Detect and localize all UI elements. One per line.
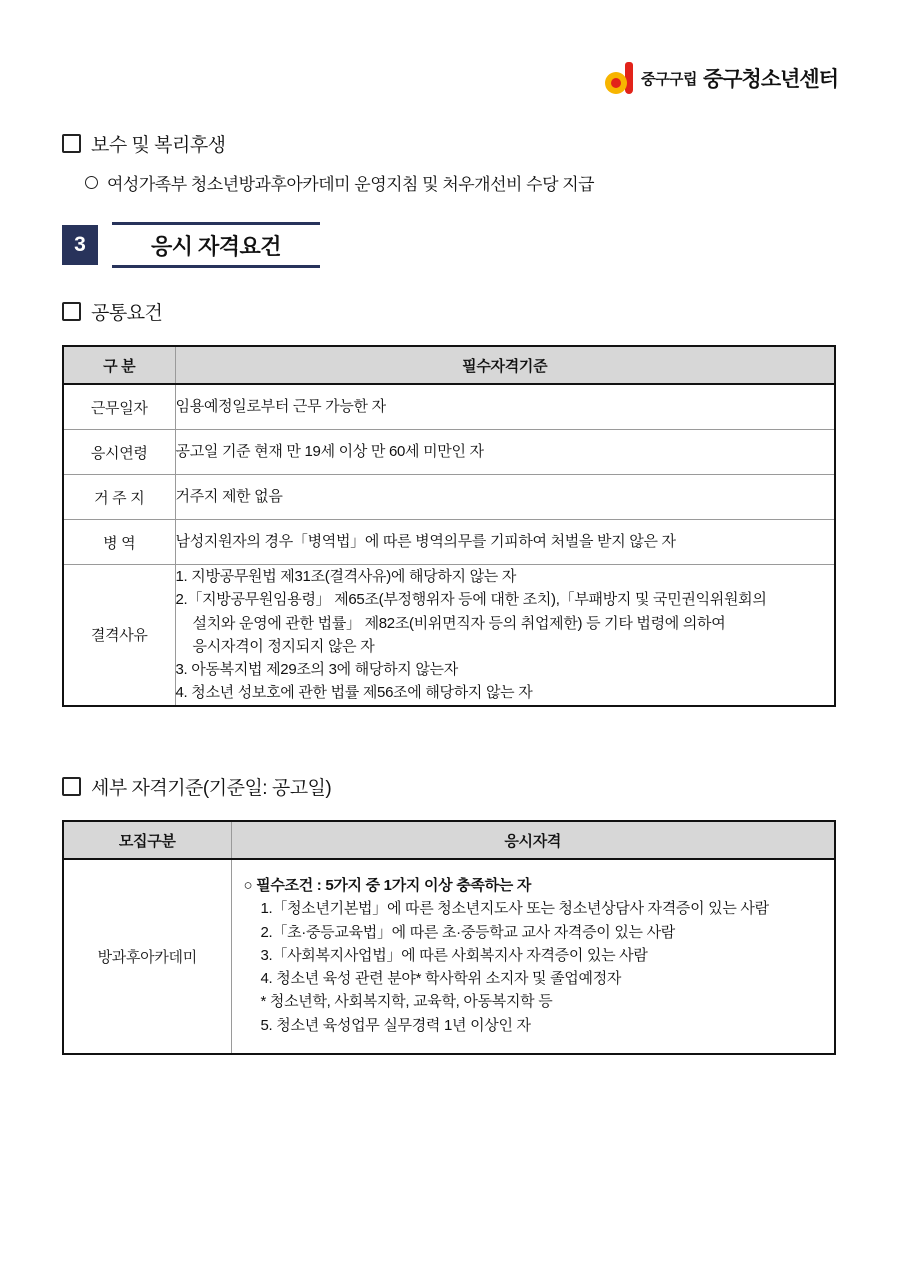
row-value-disqualification <box>175 565 835 706</box>
list-item: 2.「초·중등교육법」에 따른 초·중등학교 교사 자격증이 있는 사람 <box>260 923 675 941</box>
organization-logo <box>605 62 838 94</box>
benefits-block <box>62 130 862 195</box>
table-row <box>63 565 835 706</box>
col-header-eligibility: 응시자격 <box>231 821 835 859</box>
benefits-heading-label: 보수 및 복리후생 <box>91 135 226 156</box>
section-3-banner <box>62 222 900 268</box>
list-item: 1.「청소년기본법」에 따른 청소년지도사 또는 청소년상담사 자격증이 있는 사람 <box>260 900 769 918</box>
list-item: * 청소년학, 사회복지학, 교육학, 아동복지학 등 <box>260 993 553 1011</box>
detail-criteria-table <box>62 820 836 1055</box>
detail-criteria-heading-block <box>62 773 862 800</box>
section-title-label: 응시 자격요건 <box>150 233 282 259</box>
eligibility-lead-line: ○ 필수조건 : 5가지 중 1가지 이상 충족하는 자 <box>243 877 532 894</box>
table-row <box>63 859 835 1054</box>
row-label-age: 응시연령 <box>63 430 175 475</box>
list-item: 1. 지방공무원법 제31조(결격사유)에 해당하지 않는 자 <box>175 568 517 585</box>
logo-main-text: 중구청소년센터 <box>702 68 838 91</box>
table-row <box>63 430 835 475</box>
list-item: 2.「지방공무원임용령」 제65조(부정행위자 등에 대한 조치),「부패방지 및 국민권익위원회의 <box>175 591 767 609</box>
table-row <box>63 384 835 430</box>
table-header-row <box>63 821 835 859</box>
row-value-residence: 거주지 제한 없음 <box>175 475 835 520</box>
col-header-category: 구 분 <box>63 346 175 384</box>
square-bullet-icon <box>62 134 81 153</box>
section-number-badge: 3 <box>62 225 98 265</box>
list-item: 3. 아동복지법 제29조의 3에 해당하지 않는자 <box>175 661 458 678</box>
detail-criteria-table-wrap <box>62 820 900 1055</box>
square-bullet-icon <box>62 777 81 796</box>
youth-center-logo-icon <box>605 62 635 94</box>
row-value-eligibility <box>231 859 835 1054</box>
row-label-military: 병 역 <box>63 520 175 565</box>
row-label-work-date: 근무일자 <box>63 384 175 430</box>
list-item: 응시자격이 정지되지 않은 자 <box>192 637 375 655</box>
detail-criteria-heading <box>62 773 862 800</box>
list-item: 4. 청소년 성보호에 관한 법률 제56조에 해당하지 않는 자 <box>175 684 533 702</box>
common-requirements-heading <box>62 298 862 325</box>
square-bullet-icon <box>62 302 81 321</box>
section-title-rule <box>112 222 320 268</box>
list-item: 4. 청소년 육성 관련 분야* 학사학위 소지자 및 졸업예정자 <box>260 970 622 987</box>
benefits-bullet-label: 여성가족부 청소년방과후아카데미 운영지침 및 처우개선비 수당 지급 <box>107 175 595 194</box>
common-requirements-table <box>62 345 836 707</box>
row-value-work-date: 임용예정일로부터 근무 가능한 자 <box>175 384 835 430</box>
col-header-criteria: 필수자격기준 <box>175 346 835 384</box>
row-label-afterschool-academy: 방과후아카데미 <box>63 859 231 1054</box>
logo-prefix-text: 중구구립 <box>641 70 697 88</box>
row-value-military: 남성지원자의 경우「병역법」에 따른 병역의무를 기피하여 처벌을 받지 않은 자 <box>175 520 835 565</box>
col-header-recruit-type: 모집구분 <box>63 821 231 859</box>
list-item: 3.「사회복지사업법」에 따른 사회복지사 자격증이 있는 사람 <box>260 946 648 964</box>
row-label-disqualification: 결격사유 <box>63 565 175 706</box>
list-item: 설치와 운영에 관한 법률」 제82조(비위면직자 등의 취업제한) 등 기타 법령에 의하여 <box>192 614 726 632</box>
common-requirements-table-wrap <box>62 345 900 707</box>
table-header-row <box>63 346 835 384</box>
table-row <box>63 520 835 565</box>
table-row <box>63 475 835 520</box>
common-requirements-heading-label: 공통요건 <box>91 303 163 324</box>
row-label-residence: 거 주 지 <box>63 475 175 520</box>
list-item: 5. 청소년 육성업무 실무경력 1년 이상인 자 <box>260 1016 531 1034</box>
benefits-heading <box>62 130 862 157</box>
benefits-bullet-item <box>85 170 862 195</box>
detail-criteria-heading-label: 세부 자격기준(기준일: 공고일) <box>91 778 332 799</box>
circle-bullet-icon <box>85 176 98 189</box>
common-requirements-heading-block <box>62 298 862 325</box>
row-value-age: 공고일 기준 현재 만 19세 이상 만 60세 미만인 자 <box>175 430 835 475</box>
